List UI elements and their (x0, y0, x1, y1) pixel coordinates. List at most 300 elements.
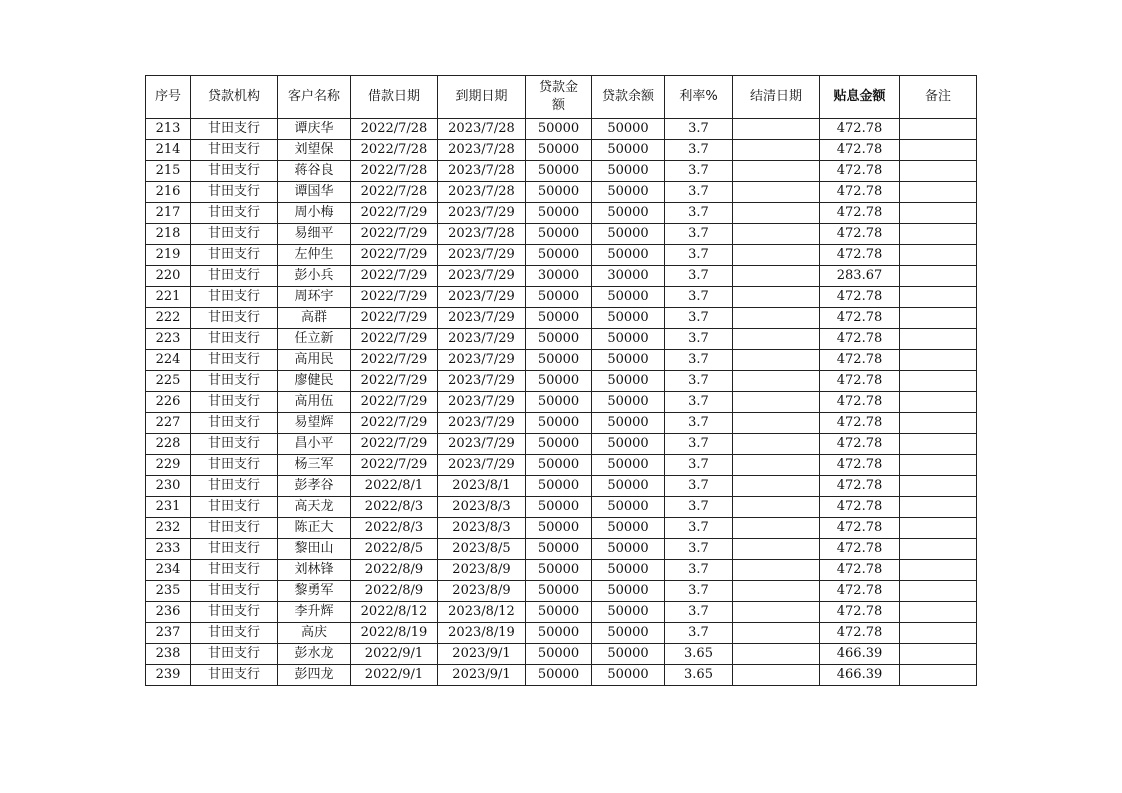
cell-due-date: 2023/7/29 (438, 455, 526, 476)
cell-remarks (900, 350, 977, 371)
cell-customer: 左仲生 (278, 245, 351, 266)
cell-settle-date (733, 581, 820, 602)
cell-balance: 50000 (592, 161, 665, 182)
cell-remarks (900, 119, 977, 140)
cell-loan-amount: 50000 (526, 329, 592, 350)
cell-institution: 甘田支行 (191, 203, 278, 224)
cell-loan-date: 2022/7/29 (351, 245, 438, 266)
cell-due-date: 2023/7/29 (438, 266, 526, 287)
cell-settle-date (733, 455, 820, 476)
cell-loan-amount: 50000 (526, 203, 592, 224)
cell-customer: 易望辉 (278, 413, 351, 434)
cell-index: 218 (146, 224, 191, 245)
table-row (146, 308, 977, 329)
cell-rate: 3.7 (665, 434, 733, 455)
cell-settle-date (733, 308, 820, 329)
table-row (146, 623, 977, 644)
cell-loan-date: 2022/7/29 (351, 203, 438, 224)
table-row (146, 350, 977, 371)
cell-loan-amount: 50000 (526, 434, 592, 455)
cell-balance: 50000 (592, 497, 665, 518)
cell-customer: 易细平 (278, 224, 351, 245)
table-row (146, 287, 977, 308)
table-row (146, 476, 977, 497)
cell-index: 225 (146, 371, 191, 392)
cell-due-date: 2023/7/28 (438, 119, 526, 140)
cell-loan-date: 2022/7/29 (351, 287, 438, 308)
loan-table (145, 75, 977, 686)
cell-index: 234 (146, 560, 191, 581)
cell-institution: 甘田支行 (191, 455, 278, 476)
cell-due-date: 2023/7/28 (438, 140, 526, 161)
cell-balance: 50000 (592, 329, 665, 350)
col-header-loan-date: 借款日期 (351, 76, 438, 119)
cell-institution: 甘田支行 (191, 308, 278, 329)
cell-due-date: 2023/7/29 (438, 287, 526, 308)
cell-settle-date (733, 518, 820, 539)
cell-settle-date (733, 329, 820, 350)
cell-due-date: 2023/7/28 (438, 224, 526, 245)
cell-rate: 3.7 (665, 140, 733, 161)
cell-settle-date (733, 119, 820, 140)
cell-rate: 3.7 (665, 119, 733, 140)
cell-institution: 甘田支行 (191, 602, 278, 623)
cell-customer: 高天龙 (278, 497, 351, 518)
cell-settle-date (733, 539, 820, 560)
cell-settle-date (733, 203, 820, 224)
cell-rate: 3.7 (665, 203, 733, 224)
cell-subsidy: 472.78 (820, 434, 900, 455)
cell-loan-amount: 50000 (526, 665, 592, 686)
cell-settle-date (733, 644, 820, 665)
cell-institution: 甘田支行 (191, 518, 278, 539)
cell-settle-date (733, 140, 820, 161)
cell-index: 237 (146, 623, 191, 644)
cell-due-date: 2023/8/5 (438, 539, 526, 560)
cell-customer: 任立新 (278, 329, 351, 350)
table-row (146, 119, 977, 140)
cell-loan-amount: 50000 (526, 455, 592, 476)
cell-balance: 50000 (592, 140, 665, 161)
cell-rate: 3.7 (665, 581, 733, 602)
cell-loan-date: 2022/8/3 (351, 518, 438, 539)
table-row (146, 245, 977, 266)
cell-rate: 3.7 (665, 329, 733, 350)
cell-rate: 3.7 (665, 623, 733, 644)
table-row (146, 539, 977, 560)
cell-balance: 50000 (592, 539, 665, 560)
cell-balance: 50000 (592, 434, 665, 455)
cell-customer: 廖健民 (278, 371, 351, 392)
cell-due-date: 2023/7/29 (438, 308, 526, 329)
cell-remarks (900, 287, 977, 308)
cell-subsidy: 472.78 (820, 224, 900, 245)
cell-remarks (900, 413, 977, 434)
col-header-index: 序号 (146, 76, 191, 119)
cell-subsidy: 472.78 (820, 371, 900, 392)
col-header-remarks: 备注 (900, 76, 977, 119)
cell-customer: 高庆 (278, 623, 351, 644)
cell-rate: 3.65 (665, 644, 733, 665)
cell-customer: 刘林锋 (278, 560, 351, 581)
cell-remarks (900, 371, 977, 392)
cell-customer: 高群 (278, 308, 351, 329)
cell-institution: 甘田支行 (191, 224, 278, 245)
cell-due-date: 2023/9/1 (438, 665, 526, 686)
cell-institution: 甘田支行 (191, 539, 278, 560)
cell-remarks (900, 329, 977, 350)
cell-institution: 甘田支行 (191, 287, 278, 308)
header-row (146, 76, 977, 119)
cell-due-date: 2023/8/3 (438, 497, 526, 518)
col-header-subsidy: 贴息金额 (820, 76, 900, 119)
cell-subsidy: 472.78 (820, 476, 900, 497)
cell-loan-amount: 50000 (526, 413, 592, 434)
cell-rate: 3.7 (665, 497, 733, 518)
cell-settle-date (733, 665, 820, 686)
cell-remarks (900, 602, 977, 623)
cell-remarks (900, 161, 977, 182)
table-row (146, 161, 977, 182)
cell-loan-amount: 50000 (526, 140, 592, 161)
cell-subsidy: 472.78 (820, 581, 900, 602)
cell-settle-date (733, 350, 820, 371)
cell-customer: 高用民 (278, 350, 351, 371)
cell-customer: 彭水龙 (278, 644, 351, 665)
table-row (146, 371, 977, 392)
col-header-due-date: 到期日期 (438, 76, 526, 119)
cell-remarks (900, 476, 977, 497)
col-header-balance: 贷款余额 (592, 76, 665, 119)
cell-balance: 50000 (592, 287, 665, 308)
cell-customer: 周小梅 (278, 203, 351, 224)
cell-settle-date (733, 371, 820, 392)
cell-loan-date: 2022/7/29 (351, 455, 438, 476)
cell-loan-amount: 50000 (526, 161, 592, 182)
cell-loan-date: 2022/7/29 (351, 434, 438, 455)
cell-balance: 50000 (592, 518, 665, 539)
cell-remarks (900, 308, 977, 329)
cell-loan-amount: 30000 (526, 266, 592, 287)
cell-remarks (900, 539, 977, 560)
cell-remarks (900, 560, 977, 581)
cell-index: 239 (146, 665, 191, 686)
cell-institution: 甘田支行 (191, 623, 278, 644)
cell-settle-date (733, 245, 820, 266)
cell-rate: 3.7 (665, 350, 733, 371)
cell-institution: 甘田支行 (191, 140, 278, 161)
cell-institution: 甘田支行 (191, 434, 278, 455)
cell-customer: 陈正大 (278, 518, 351, 539)
cell-index: 238 (146, 644, 191, 665)
cell-institution: 甘田支行 (191, 581, 278, 602)
cell-subsidy: 472.78 (820, 308, 900, 329)
cell-index: 213 (146, 119, 191, 140)
cell-loan-date: 2022/7/29 (351, 266, 438, 287)
table-row (146, 455, 977, 476)
cell-institution: 甘田支行 (191, 182, 278, 203)
cell-balance: 50000 (592, 371, 665, 392)
cell-loan-date: 2022/7/28 (351, 119, 438, 140)
table-row (146, 644, 977, 665)
cell-subsidy: 472.78 (820, 539, 900, 560)
cell-index: 223 (146, 329, 191, 350)
col-header-settle-date: 结清日期 (733, 76, 820, 119)
col-header-customer: 客户名称 (278, 76, 351, 119)
cell-loan-amount: 50000 (526, 497, 592, 518)
cell-balance: 50000 (592, 182, 665, 203)
cell-rate: 3.7 (665, 476, 733, 497)
cell-customer: 彭孝谷 (278, 476, 351, 497)
cell-loan-date: 2022/9/1 (351, 665, 438, 686)
cell-loan-date: 2022/8/9 (351, 581, 438, 602)
cell-subsidy: 466.39 (820, 665, 900, 686)
cell-institution: 甘田支行 (191, 476, 278, 497)
cell-subsidy: 472.78 (820, 203, 900, 224)
cell-remarks (900, 497, 977, 518)
cell-due-date: 2023/8/3 (438, 518, 526, 539)
cell-loan-amount: 50000 (526, 560, 592, 581)
cell-settle-date (733, 392, 820, 413)
cell-balance: 50000 (592, 245, 665, 266)
col-header-institution: 贷款机构 (191, 76, 278, 119)
cell-subsidy: 472.78 (820, 287, 900, 308)
cell-settle-date (733, 161, 820, 182)
cell-subsidy: 472.78 (820, 140, 900, 161)
cell-subsidy: 472.78 (820, 623, 900, 644)
cell-customer: 谭国华 (278, 182, 351, 203)
cell-rate: 3.7 (665, 455, 733, 476)
cell-rate: 3.7 (665, 308, 733, 329)
cell-subsidy: 472.78 (820, 602, 900, 623)
cell-loan-amount: 50000 (526, 245, 592, 266)
cell-settle-date (733, 287, 820, 308)
cell-due-date: 2023/8/12 (438, 602, 526, 623)
cell-remarks (900, 518, 977, 539)
cell-due-date: 2023/7/29 (438, 350, 526, 371)
cell-index: 235 (146, 581, 191, 602)
cell-loan-amount: 50000 (526, 476, 592, 497)
cell-index: 229 (146, 455, 191, 476)
cell-remarks (900, 434, 977, 455)
cell-loan-amount: 50000 (526, 623, 592, 644)
cell-due-date: 2023/7/29 (438, 434, 526, 455)
cell-institution: 甘田支行 (191, 413, 278, 434)
cell-customer: 周环宇 (278, 287, 351, 308)
cell-balance: 50000 (592, 644, 665, 665)
cell-due-date: 2023/7/29 (438, 392, 526, 413)
cell-remarks (900, 455, 977, 476)
cell-loan-date: 2022/8/12 (351, 602, 438, 623)
cell-loan-date: 2022/7/29 (351, 350, 438, 371)
cell-subsidy: 472.78 (820, 161, 900, 182)
cell-institution: 甘田支行 (191, 266, 278, 287)
table-row (146, 497, 977, 518)
table-row (146, 224, 977, 245)
cell-institution: 甘田支行 (191, 392, 278, 413)
cell-due-date: 2023/9/1 (438, 644, 526, 665)
cell-index: 236 (146, 602, 191, 623)
cell-due-date: 2023/7/28 (438, 182, 526, 203)
cell-rate: 3.7 (665, 539, 733, 560)
cell-customer: 昌小平 (278, 434, 351, 455)
table-row (146, 182, 977, 203)
cell-loan-date: 2022/7/28 (351, 140, 438, 161)
cell-remarks (900, 182, 977, 203)
cell-subsidy: 472.78 (820, 329, 900, 350)
cell-institution: 甘田支行 (191, 560, 278, 581)
cell-loan-date: 2022/8/9 (351, 560, 438, 581)
cell-settle-date (733, 497, 820, 518)
cell-due-date: 2023/7/29 (438, 329, 526, 350)
cell-index: 221 (146, 287, 191, 308)
cell-rate: 3.7 (665, 392, 733, 413)
cell-balance: 50000 (592, 476, 665, 497)
cell-rate: 3.7 (665, 560, 733, 581)
cell-loan-date: 2022/9/1 (351, 644, 438, 665)
cell-institution: 甘田支行 (191, 350, 278, 371)
cell-remarks (900, 266, 977, 287)
cell-settle-date (733, 602, 820, 623)
cell-settle-date (733, 266, 820, 287)
cell-index: 222 (146, 308, 191, 329)
cell-customer: 彭小兵 (278, 266, 351, 287)
cell-institution: 甘田支行 (191, 644, 278, 665)
cell-remarks (900, 392, 977, 413)
cell-due-date: 2023/8/9 (438, 560, 526, 581)
cell-loan-date: 2022/8/5 (351, 539, 438, 560)
cell-settle-date (733, 413, 820, 434)
cell-loan-amount: 50000 (526, 287, 592, 308)
cell-institution: 甘田支行 (191, 119, 278, 140)
cell-loan-date: 2022/8/1 (351, 476, 438, 497)
cell-institution: 甘田支行 (191, 665, 278, 686)
cell-index: 228 (146, 434, 191, 455)
table-row (146, 329, 977, 350)
cell-balance: 50000 (592, 665, 665, 686)
cell-loan-amount: 50000 (526, 119, 592, 140)
cell-customer: 谭庆华 (278, 119, 351, 140)
cell-loan-amount: 50000 (526, 371, 592, 392)
cell-remarks (900, 644, 977, 665)
cell-remarks (900, 224, 977, 245)
cell-loan-amount: 50000 (526, 182, 592, 203)
cell-institution: 甘田支行 (191, 161, 278, 182)
cell-loan-date: 2022/7/29 (351, 308, 438, 329)
cell-index: 227 (146, 413, 191, 434)
cell-index: 219 (146, 245, 191, 266)
cell-loan-date: 2022/8/19 (351, 623, 438, 644)
table-row (146, 392, 977, 413)
cell-balance: 50000 (592, 413, 665, 434)
cell-rate: 3.7 (665, 182, 733, 203)
cell-institution: 甘田支行 (191, 497, 278, 518)
cell-balance: 50000 (592, 560, 665, 581)
cell-balance: 50000 (592, 119, 665, 140)
cell-due-date: 2023/7/29 (438, 245, 526, 266)
cell-customer: 高用伍 (278, 392, 351, 413)
cell-index: 215 (146, 161, 191, 182)
cell-rate: 3.7 (665, 245, 733, 266)
cell-due-date: 2023/7/28 (438, 161, 526, 182)
cell-customer: 黎勇军 (278, 581, 351, 602)
cell-index: 220 (146, 266, 191, 287)
cell-loan-amount: 50000 (526, 644, 592, 665)
cell-subsidy: 472.78 (820, 455, 900, 476)
cell-loan-date: 2022/8/3 (351, 497, 438, 518)
cell-subsidy: 472.78 (820, 245, 900, 266)
cell-subsidy: 472.78 (820, 182, 900, 203)
cell-loan-date: 2022/7/29 (351, 224, 438, 245)
cell-institution: 甘田支行 (191, 245, 278, 266)
cell-loan-date: 2022/7/29 (351, 413, 438, 434)
table-row (146, 518, 977, 539)
cell-rate: 3.65 (665, 665, 733, 686)
cell-balance: 50000 (592, 203, 665, 224)
cell-settle-date (733, 182, 820, 203)
cell-index: 217 (146, 203, 191, 224)
cell-settle-date (733, 623, 820, 644)
cell-customer: 刘望保 (278, 140, 351, 161)
cell-due-date: 2023/8/9 (438, 581, 526, 602)
cell-index: 226 (146, 392, 191, 413)
cell-balance: 50000 (592, 602, 665, 623)
table-row (146, 266, 977, 287)
cell-rate: 3.7 (665, 266, 733, 287)
cell-loan-amount: 50000 (526, 308, 592, 329)
cell-loan-amount: 50000 (526, 350, 592, 371)
cell-remarks (900, 665, 977, 686)
cell-balance: 50000 (592, 455, 665, 476)
cell-index: 230 (146, 476, 191, 497)
cell-rate: 3.7 (665, 602, 733, 623)
table-row (146, 413, 977, 434)
cell-balance: 30000 (592, 266, 665, 287)
cell-due-date: 2023/7/29 (438, 371, 526, 392)
cell-subsidy: 472.78 (820, 413, 900, 434)
cell-balance: 50000 (592, 581, 665, 602)
cell-remarks (900, 581, 977, 602)
cell-due-date: 2023/8/19 (438, 623, 526, 644)
cell-loan-amount: 50000 (526, 392, 592, 413)
cell-subsidy: 472.78 (820, 518, 900, 539)
col-header-rate: 利率% (665, 76, 733, 119)
cell-loan-date: 2022/7/29 (351, 392, 438, 413)
cell-settle-date (733, 224, 820, 245)
cell-index: 216 (146, 182, 191, 203)
cell-loan-amount: 50000 (526, 539, 592, 560)
table-row (146, 140, 977, 161)
cell-index: 224 (146, 350, 191, 371)
table-row (146, 665, 977, 686)
cell-due-date: 2023/8/1 (438, 476, 526, 497)
cell-loan-amount: 50000 (526, 518, 592, 539)
cell-subsidy: 472.78 (820, 350, 900, 371)
cell-customer: 杨三军 (278, 455, 351, 476)
cell-balance: 50000 (592, 350, 665, 371)
cell-subsidy: 472.78 (820, 392, 900, 413)
cell-balance: 50000 (592, 623, 665, 644)
cell-customer: 李升辉 (278, 602, 351, 623)
cell-balance: 50000 (592, 308, 665, 329)
cell-customer: 黎田山 (278, 539, 351, 560)
cell-settle-date (733, 476, 820, 497)
cell-balance: 50000 (592, 224, 665, 245)
cell-settle-date (733, 560, 820, 581)
cell-subsidy: 472.78 (820, 119, 900, 140)
table-row (146, 560, 977, 581)
cell-remarks (900, 245, 977, 266)
